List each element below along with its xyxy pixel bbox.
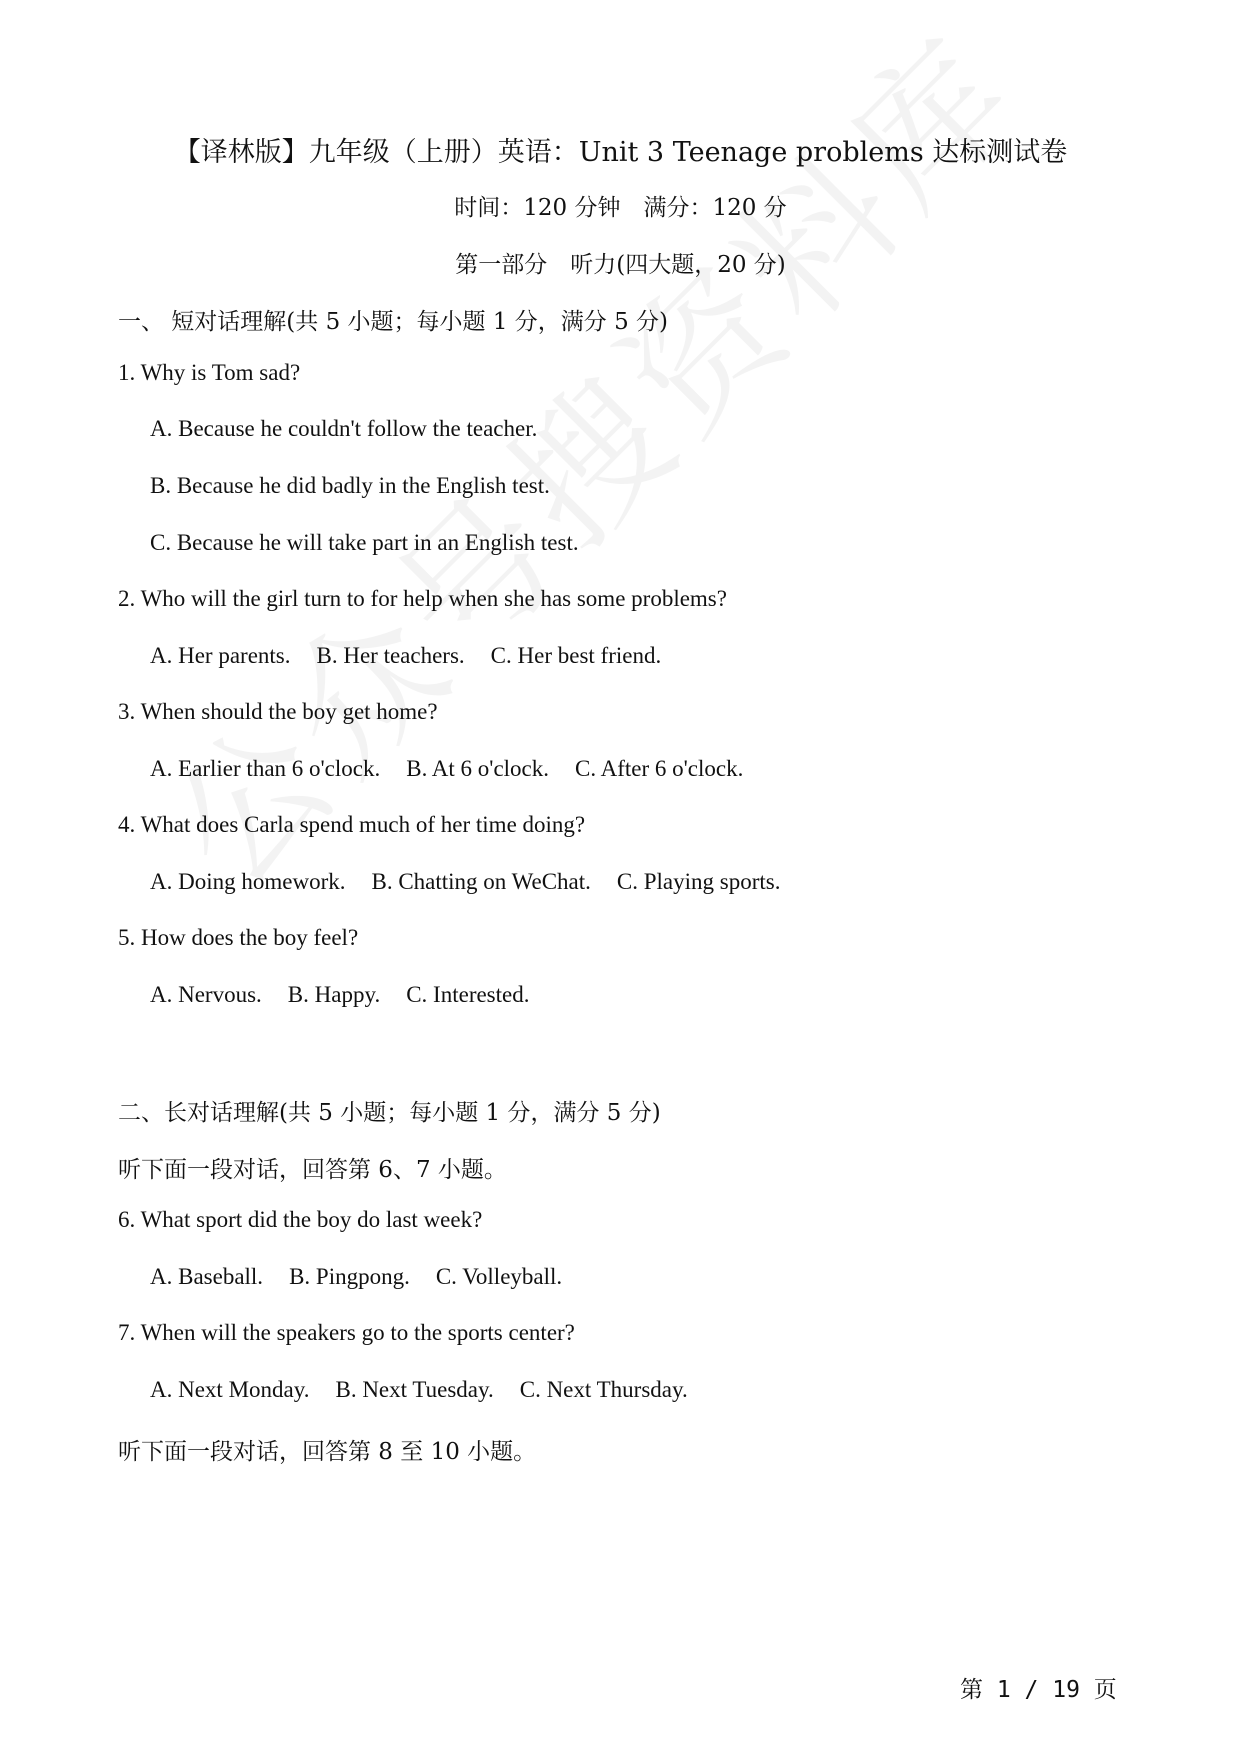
question-5: 5. How does the boy feel? (118, 925, 359, 950)
option-c: C. After 6 o'clock. (575, 756, 744, 781)
question-3-options (150, 756, 743, 782)
section2-intro-2: 听下面一段对话，回答第 8 至 10 小题。 (118, 1439, 537, 1465)
question-1-option-a: A. Because he couldn't follow the teacher. (150, 416, 538, 441)
option-c: C. Volleyball. (435, 1264, 563, 1289)
page-number: 第 1 / 19 页 (960, 1677, 1117, 1703)
option-a: A. Next Monday. (150, 1377, 310, 1402)
option-a: A. Nervous. (150, 982, 262, 1007)
option-c: C. Next Thursday. (519, 1377, 688, 1402)
question-1: 1. Why is Tom sad? (118, 360, 301, 385)
option-c: C. Playing sports. (616, 869, 781, 894)
option-b: B. Happy. (287, 982, 381, 1007)
document-title: 【译林版】九年级（上册）英语：Unit 3 Teenage problems 达标测试卷 (173, 137, 1068, 168)
question-2: 2. Who will the girl turn to for help when she has some problems? (118, 586, 727, 611)
question-4: 4. What does Carla spend much of her time doing? (118, 812, 586, 837)
section1-heading: 一、 短对话理解(共 5 小题；每小题 1 分，满分 5 分) (118, 309, 669, 335)
option-c: C. Interested. (406, 982, 530, 1007)
question-6: 6. What sport did the boy do last week? (118, 1207, 483, 1232)
question-5-options (150, 982, 529, 1008)
option-b: B. Her teachers. (316, 643, 465, 668)
option-b: B. At 6 o'clock. (406, 756, 550, 781)
question-2-options (150, 643, 661, 669)
section2-intro-1: 听下面一段对话，回答第 6、7 小题。 (118, 1157, 507, 1183)
time-info: 时间：120 分钟 满分：120 分 (454, 195, 787, 221)
part-heading: 第一部分 听力(四大题，20 分) (455, 252, 786, 278)
question-1-option-c: C. Because he will take part in an English test. (150, 530, 579, 555)
option-b: B. Pingpong. (289, 1264, 410, 1289)
option-a: A. Doing homework. (150, 869, 346, 894)
question-4-options (150, 869, 780, 895)
question-7-options (150, 1377, 688, 1403)
question-6-options (150, 1264, 562, 1290)
question-1-option-b: B. Because he did badly in the English test. (150, 473, 550, 498)
option-a: A. Earlier than 6 o'clock. (150, 756, 381, 781)
option-b: B. Next Tuesday. (335, 1377, 494, 1402)
option-a: A. Her parents. (150, 643, 291, 668)
section2-heading: 二、长对话理解(共 5 小题；每小题 1 分，满分 5 分) (118, 1100, 661, 1126)
question-7: 7. When will the speakers go to the sports center? (118, 1320, 575, 1345)
option-a: A. Baseball. (150, 1264, 264, 1289)
question-3: 3. When should the boy get home? (118, 699, 438, 724)
option-c: C. Her best friend. (490, 643, 662, 668)
option-b: B. Chatting on WeChat. (371, 869, 591, 894)
